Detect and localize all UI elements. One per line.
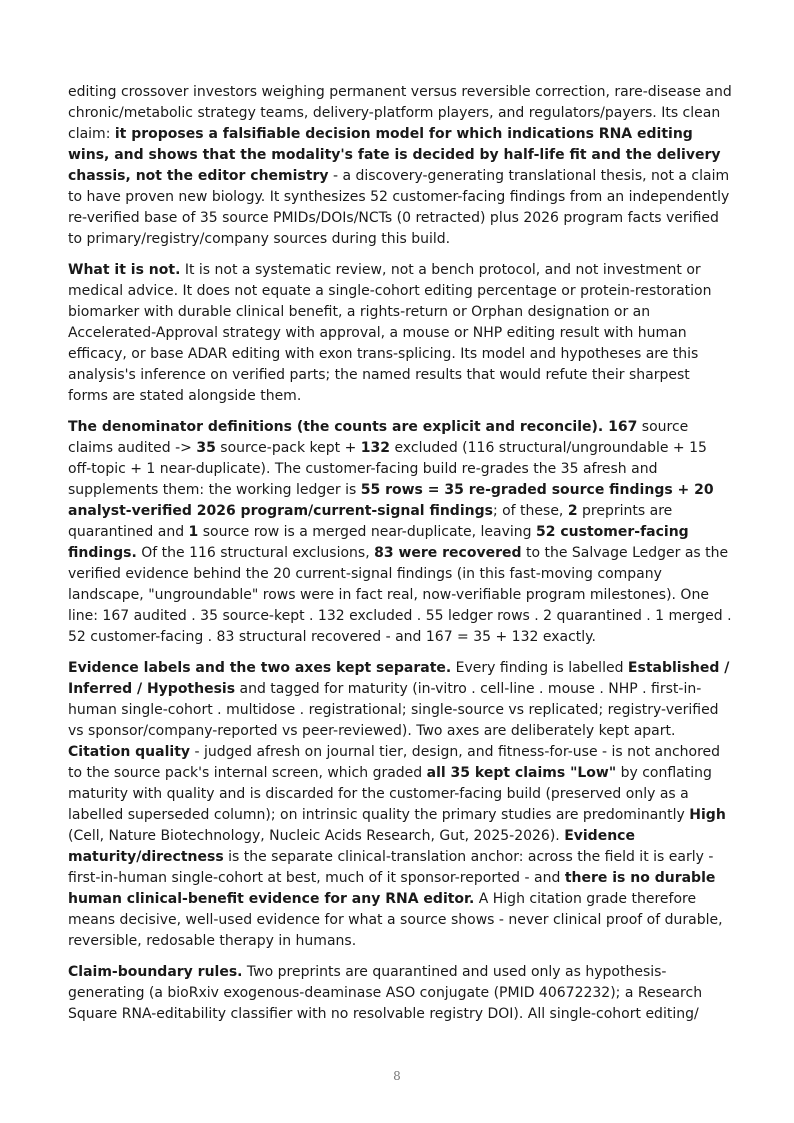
bold-text-run: it proposes a falsifiable decision model for which indications RNA editing wins, and shows that the modality's fate is decided by half-life fit and the delivery chassis, not the editor chemistry bbox=[68, 126, 721, 184]
bold-text-run: 55 rows = 35 re-graded source findings + 20 analyst-verified 2026 program/current-signal findings bbox=[68, 482, 714, 519]
bold-text-run: The denominator definitions (the counts are explicit and reconcile). 167 bbox=[68, 419, 638, 435]
paragraph-intro-continued bbox=[68, 82, 732, 250]
text-run: excluded (116 structural/ungroundable + 15 off-topic + 1 near-duplicate). The customer-facing build re-grades the 35 afresh and supplements them: the working ledger is bbox=[68, 440, 707, 498]
text-run: source claims audited -> bbox=[68, 419, 689, 456]
document-body bbox=[68, 82, 732, 1035]
text-run: preprints are quarantined and bbox=[68, 503, 673, 540]
paragraph-claim-boundary-rules bbox=[68, 962, 732, 1025]
text-run: - judged afresh on journal tier, design, and fitness-for-use - is not anchored to the source pack's internal screen, which graded bbox=[68, 744, 721, 781]
bold-text-run: Citation quality bbox=[68, 744, 191, 760]
text-run: Two preprints are quarantined and used only as hypothesis-generating (a bioRxiv exogenous-deaminase ASO conjugate (PMID 40672232); a Research Square RNA-editability classifier with no resolvable registry DOI). All single-cohort editing/ bbox=[68, 964, 703, 1022]
bold-text-run: High bbox=[689, 807, 726, 823]
bold-text-run: 2 bbox=[567, 503, 578, 519]
text-run: A High citation grade therefore means decisive, well-used evidence for what a source shows - never clinical proof of durable, reversible, redosable therapy in humans. bbox=[68, 891, 723, 949]
text-run: source row is a merged near-duplicate, leaving bbox=[198, 524, 537, 540]
bold-text-run: 132 bbox=[360, 440, 391, 456]
text-run: is the separate clinical-translation anchor: across the field it is early - first-in-human single-cohort at best, much of it sponsor-reported - and bbox=[68, 849, 714, 886]
text-run: Of the 116 structural exclusions, bbox=[136, 545, 375, 561]
paragraph-what-it-is-not bbox=[68, 260, 732, 407]
bold-text-run: Evidence maturity/directness bbox=[68, 828, 635, 865]
bold-text-run: there is no durable human clinical-benefit evidence for any RNA editor. bbox=[68, 870, 716, 907]
text-run: (Cell, Nature Biotechnology, Nucleic Acids Research, Gut, 2025-2026). bbox=[68, 828, 565, 844]
bold-text-run: 35 bbox=[196, 440, 216, 456]
text-run: ; of these, bbox=[492, 503, 568, 519]
text-run: It is not a systematic review, not a bench protocol, and not investment or medical advice. It does not equate a single-cohort editing percentage or protein-restoration biomarker with durable clinical benefit, a rights-return or Orphan designation or an Accelerated-Approval strategy with approval, a mouse or NHP editing result with human efficacy, or base ADAR editing with exon trans-splicing. Its model and hypotheses are this analysis's inference on verified parts; the named results that would refute their sharpest forms are stated alongside them. bbox=[68, 262, 712, 404]
bold-text-run: Claim-boundary rules. bbox=[68, 964, 243, 980]
text-run: and tagged for maturity (in-vitro . cell-line . mouse . NHP . first-in-human single-cohort . multidose . registrational; single-source vs replicated; registry-verified vs sponsor/company-reported vs peer-reviewed). Two axes are deliberately kept apart. bbox=[68, 681, 719, 739]
bold-text-run: 1 bbox=[188, 524, 199, 540]
text-run: source-pack kept + bbox=[215, 440, 361, 456]
text-run: - a discovery-generating translational thesis, not a claim to have proven new biology. It synthesizes 52 customer-facing findings from an independently re-verified base of 35 source PMIDs/DOIs/NCTs (0 retracted) plus 2026 program facts verified to primary/registry/company sources during this build. bbox=[68, 168, 730, 247]
text-run: to the Salvage Ledger as the verified evidence behind the 20 current-signal findings (in this fast-moving company landscape, "ungroundable" rows were in fact real, now-verifiable program milestones). One line: 167 audited . 35 source-kept . 132 excluded . 55 ledger rows . 2 quarantined . 1 merged . 52 customer-facing . 83 structural recovered - and 167 = 35 + 132 exactly. bbox=[68, 545, 732, 645]
text-run: by conflating maturity with quality and is discarded for the customer-facing build (preserved only as a labelled superseded column); on intrinsic quality the primary studies are predominantly bbox=[68, 765, 712, 823]
bold-text-run: all 35 kept claims "Low" bbox=[426, 765, 617, 781]
text-run: Every finding is labelled bbox=[451, 660, 628, 676]
bold-text-run: 83 were recovered bbox=[374, 545, 522, 561]
bold-text-run: Evidence labels and the two axes kept separate. bbox=[68, 660, 452, 676]
bold-text-run: What it is not. bbox=[68, 262, 181, 278]
paragraph-denominator-definitions bbox=[68, 417, 732, 648]
bold-text-run: Established / Inferred / Hypothesis bbox=[68, 660, 730, 697]
text-run: editing crossover investors weighing permanent versus reversible correction, rare-disease and chronic/metabolic strategy teams, delivery-platform players, and regulators/payers. Its clean claim: bbox=[68, 84, 732, 142]
page-number: 8 bbox=[393, 1069, 401, 1083]
paragraph-evidence-labels bbox=[68, 658, 732, 952]
bold-text-run: 52 customer-facing findings. bbox=[68, 524, 689, 561]
